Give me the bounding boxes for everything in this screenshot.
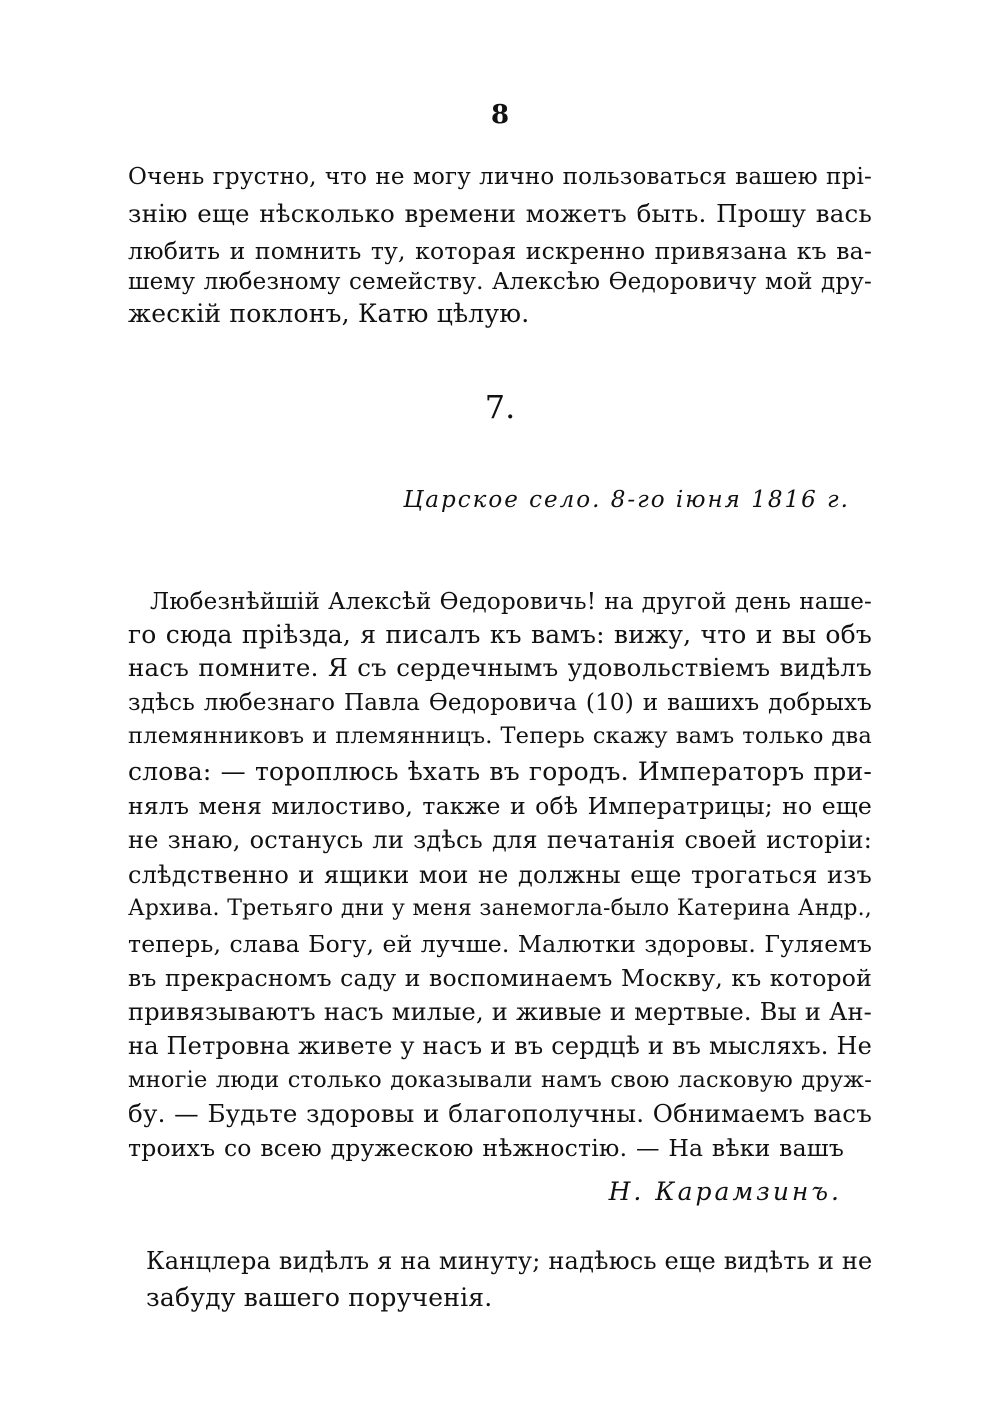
text-line: Очень грустно, что не могу лично пользоваться вашею прі- <box>128 164 872 190</box>
text-line: Архива. Третьяго дни у меня занемогла-было Катерина Андр., <box>128 896 872 921</box>
text-line: жескій поклонъ, Катю цѣлую. <box>128 299 530 328</box>
text-line: нялъ меня милостиво, также и обѣ Императрицы; но еще <box>128 792 872 820</box>
letter-dateline: Царское село. 8-го іюня 1816 г. <box>403 487 850 513</box>
text-line: привязываютъ насъ милые, и живые и мертвые. Вы и Ан- <box>128 998 872 1026</box>
text-line: въ прекрасномъ саду и воспоминаемъ Москву, къ которой <box>128 964 872 992</box>
text-line: забуду вашего порученія. <box>146 1283 493 1312</box>
text-line: на Петровна живете у насъ и въ сердцѣ и въ мысляхъ. Не <box>128 1032 872 1060</box>
text-line: го сюда пріѣзда, я писалъ къ вамъ: вижу, что и вы объ <box>128 620 872 649</box>
text-line: любить и помнить ту, которая искренно привязана къ ва- <box>128 237 872 265</box>
text-line: племянниковъ и племянницъ. Теперь скажу вамъ только два <box>128 723 872 749</box>
text-line: насъ помните. Я съ сердечнымъ удовольствіемъ видѣлъ <box>128 653 872 682</box>
section-number: 7. <box>484 388 516 426</box>
text-line: не знаю, останусь ли здѣсь для печатанія своей исторіи: <box>128 826 872 854</box>
text-line: Канцлера видѣлъ я на минуту; надѣюсь еще видѣть и не <box>146 1247 873 1275</box>
text-line: слова: — тороплюсь ѣхать въ городъ. Императоръ при- <box>128 757 872 786</box>
page-number: 8 <box>490 100 510 130</box>
text-line: бу. — Будьте здоровы и благополучны. Обнимаемъ васъ <box>128 1099 872 1128</box>
text-line: шему любезному семейству. Алексѣю Өедоровичу мой дру- <box>128 269 872 295</box>
text-line: слѣдственно и ящики мои не должны еще трогаться изъ <box>128 861 872 889</box>
signature: Н. Карамзинъ. <box>608 1177 842 1206</box>
text-line: знію еще нѣсколько времени можетъ быть. Прошу вась <box>128 199 872 228</box>
text-line: здѣсь любезнаго Павла Өедоровича (10) и вашихъ добрыхъ <box>128 690 872 716</box>
text-line: троихъ со всею дружескою нѣжностію. — На вѣки вашъ <box>128 1134 844 1162</box>
text-line: теперь, слава Богу, ей лучше. Малютки здоровы. Гуляемъ <box>128 930 872 958</box>
text-line: Любезнѣйшій Алексѣй Өедоровичь! на другой день наше- <box>150 589 872 615</box>
text-line: многіе люди столько доказывали намъ свою ласковую друж- <box>128 1067 872 1093</box>
